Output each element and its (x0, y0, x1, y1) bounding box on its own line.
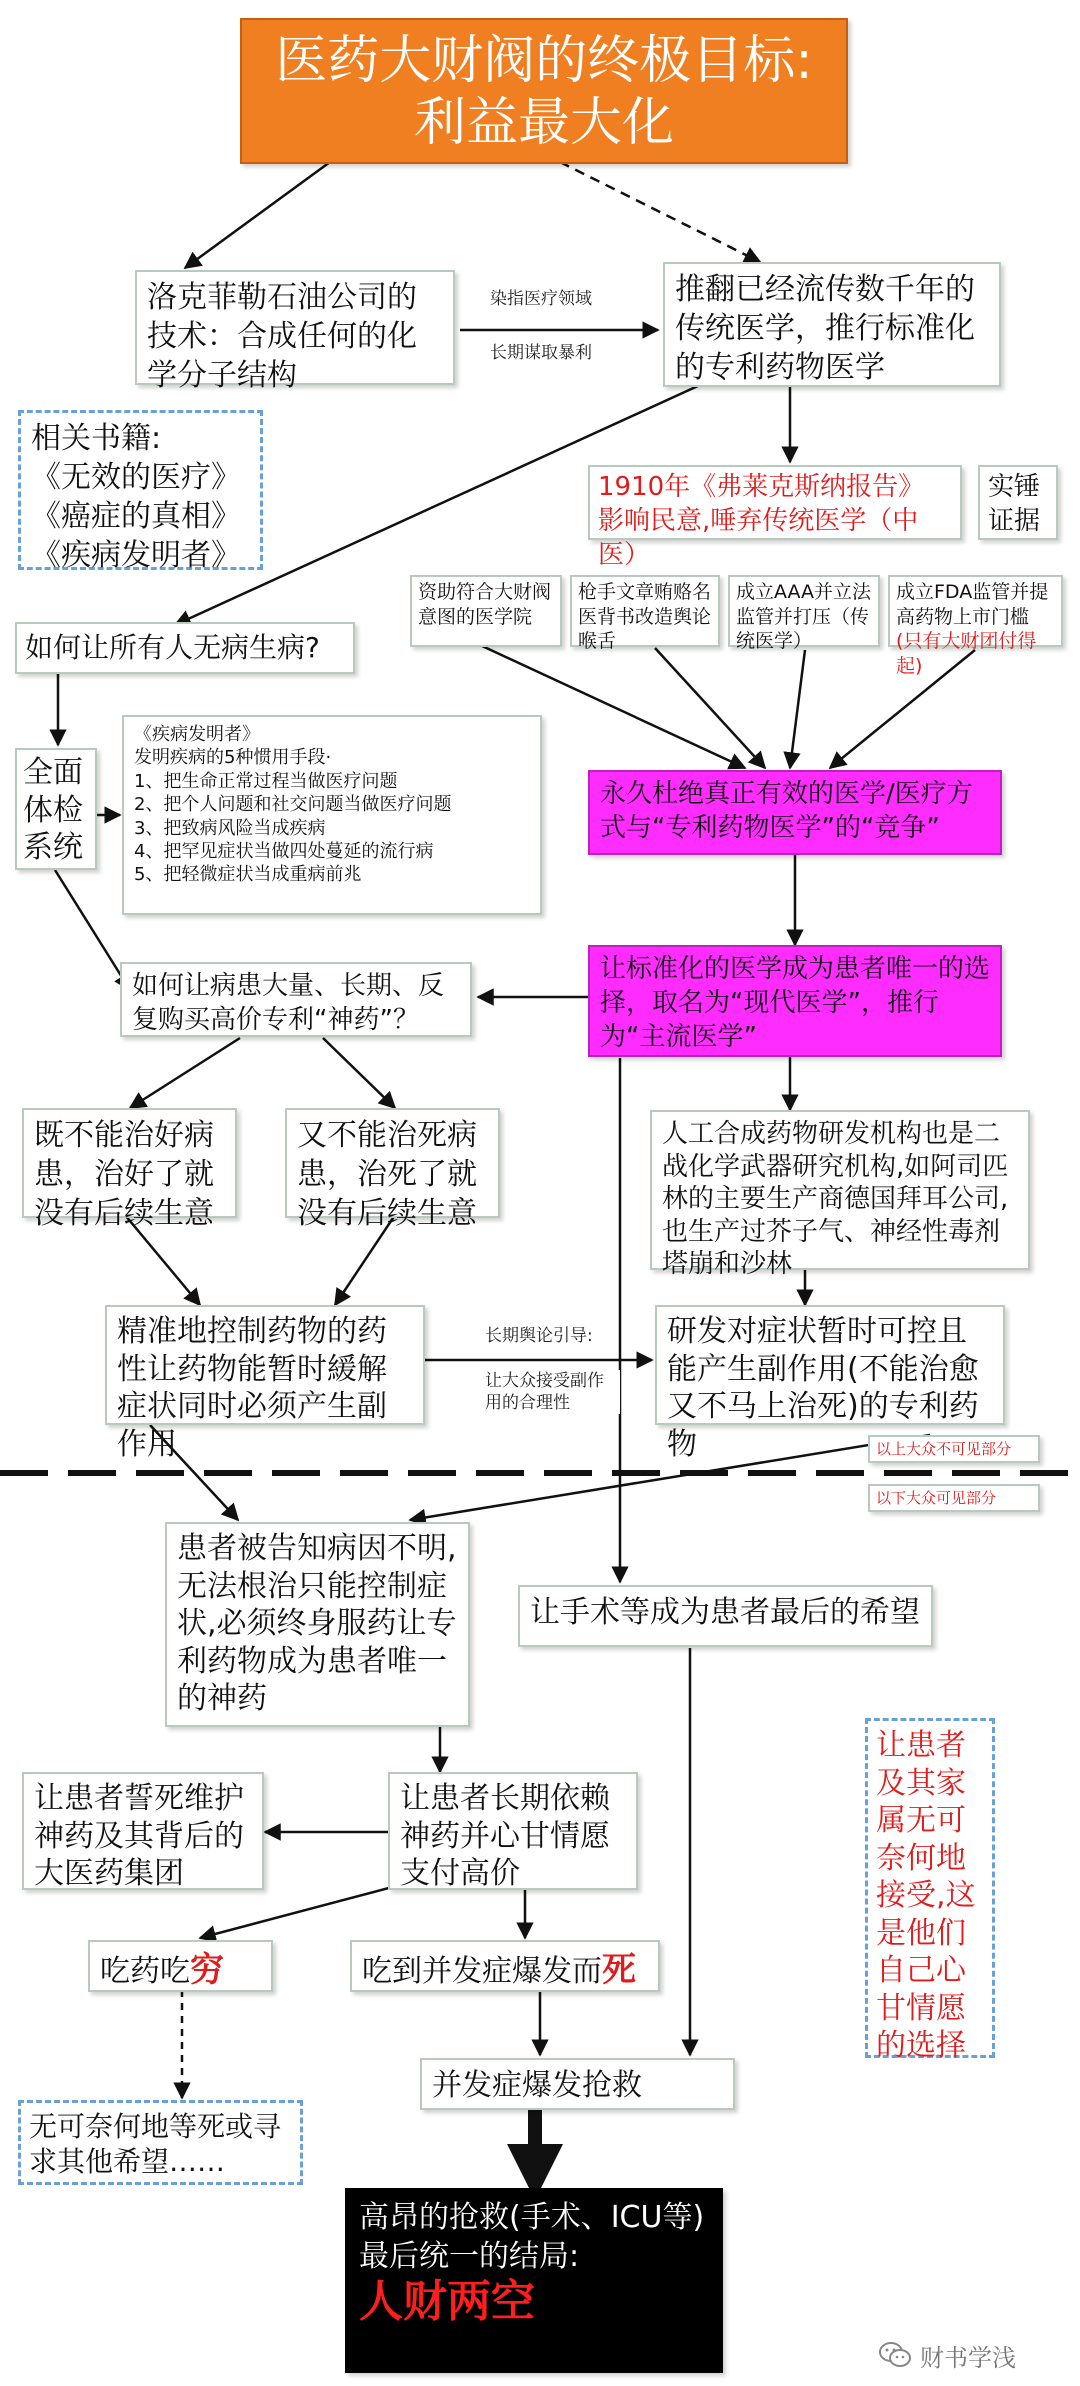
action-box (888, 575, 1063, 678)
title-line2: 利益最大化 (413, 93, 674, 154)
above-label: 以上大众不可见部分 (868, 1435, 1040, 1463)
told-box: 患者被告知病因不明,无法根治只能控制症状,必须终身服药让专利药物成为患者唯一的神药 (165, 1522, 470, 1727)
die-emph: 死 (602, 1950, 636, 1990)
rockefeller-box: 洛克菲勒石油公司的技术：合成任何的化学分子结构 (135, 270, 455, 385)
eliminate-box: 永久杜绝真正有效的医学/医疗方式与“专利药物医学”的“竞争” (588, 770, 1002, 855)
poor-box (88, 1940, 273, 1992)
cannot-kill-box: 又不能治死病患，治死了就没有后续生意 (285, 1108, 500, 1218)
edge-label-accept: 让大众接受副作用的合理性 (485, 1370, 620, 1414)
final-line3: 人财两空 (359, 2276, 535, 2327)
final-line1: 高昂的抢救(手术、ICU等) (359, 2200, 705, 2235)
book-item: 《癌症的真相》 (31, 499, 241, 534)
die-box (350, 1940, 660, 1992)
evidence-box: 实锤证据 (978, 465, 1058, 540)
maintain-box: 让患者誓死维护神药及其背后的大医药集团 (22, 1772, 264, 1890)
action-box: 成立AAA并立法监管并打压（传统医学） (728, 575, 880, 647)
no-disease-box: 如何让所有人无病生病? (15, 622, 355, 674)
inventor-item: 5、把轻微症状当成重病前兆 (134, 864, 362, 886)
action-box: 枪手文章贿赂名医背书改造舆论喉舌 (570, 575, 720, 647)
standardize-box: 让标准化的医学成为患者唯一的选择，取名为“现代医学”，推行为“主流医学” (588, 945, 1002, 1057)
synthetic-box: 人工合成药物研发机构也是二战化学武器研究机构,如阿司匹林的主要生产商德国拜耳公司,也生产过芥子气、神经性毒剂塔崩和沙林 (650, 1110, 1030, 1270)
books-box (18, 410, 263, 573)
helpless-note-box: 让患者及其家属无可奈何地接受,这是他们自己心甘情愿的选择 (865, 1718, 995, 2058)
title-box (240, 18, 848, 164)
depend-box: 让患者长期依赖神药并心甘情愿支付高价 (388, 1772, 638, 1890)
how-buy-box: 如何让病患大量、长期、反复购买高价专利“神药”？ (120, 962, 472, 1037)
flexner-line2: 影响民意,唾弃传统医学（中医） (598, 505, 919, 570)
inventor-heading: 《疾病发明者》 (134, 724, 260, 745)
inventor-item: 2、把个人问题和社交问题当做医疗问题 (134, 794, 452, 816)
action-extra: (只有大财团付得起) (896, 630, 1037, 678)
action-text: 成立FDA监管并提高药物上市门槛 (896, 581, 1049, 628)
exam-box: 全面体检系统 (15, 748, 97, 870)
surgery-hope-box: 让手术等成为患者最后的希望 (518, 1585, 933, 1647)
below-label: 以下大众可见部分 (868, 1484, 1040, 1512)
watermark (878, 2335, 1068, 2375)
inventor-item: 3、把致病风险当成疾病 (134, 817, 326, 839)
inventor-item: 4、把罕见症状当做四处蔓延的流行病 (134, 840, 434, 862)
poor-emph: 穷 (190, 1950, 224, 1990)
action-box: 资助符合大财阀意图的医学院 (410, 575, 562, 647)
flexner-box (588, 465, 962, 570)
overturn-box: 推翻已经流传数千年的传统医学，推行标准化的专利药物医学 (663, 262, 1001, 387)
cannot-cure-box: 既不能治好病患，治好了就没有后续生意 (22, 1108, 237, 1218)
develop-box: 研发对症状暂时可控且能产生副作用(不能治愈又不马上治死)的专利药物 (655, 1305, 1005, 1425)
edge-label-profit: 长期谋取暴利 (490, 343, 592, 363)
edge-label-infiltrate: 染指医疗领域 (490, 289, 592, 309)
inventor-sub: 发明疾病的5种惯用手段· (134, 747, 332, 769)
wait-death-box: 无可奈何地等死或寻求其他希望…… (18, 2100, 303, 2185)
books-heading: 相关书籍: (31, 421, 162, 456)
watermark-text: 财书学浅 (920, 2343, 1016, 2372)
inventor-item: 1、把生命正常过程当做医疗问题 (134, 770, 398, 792)
final-box (345, 2188, 723, 2373)
edge-label-opinion: 长期舆论引导: (485, 1326, 593, 1346)
inventor-box (122, 715, 542, 915)
book-item: 《疾病发明者》 (31, 538, 241, 573)
wechat-icon (878, 2341, 912, 2369)
poor-prefix: 吃药吃 (100, 1954, 190, 1989)
book-item: 《无效的医疗》 (31, 460, 241, 495)
flexner-line1: 1910年《弗莱克斯纳报告》 (598, 472, 925, 502)
title-line1: 医药大财阀的终极目标: (275, 31, 813, 91)
precise-box: 精准地控制药物的药性让药物能暂时緩解症状同时必须产生副作用 (105, 1305, 425, 1425)
final-line2: 最后统一的结局: (359, 2239, 580, 2274)
rescue-box: 并发症爆发抢救 (420, 2058, 735, 2110)
die-prefix: 吃到并发症爆发而 (362, 1954, 602, 1989)
